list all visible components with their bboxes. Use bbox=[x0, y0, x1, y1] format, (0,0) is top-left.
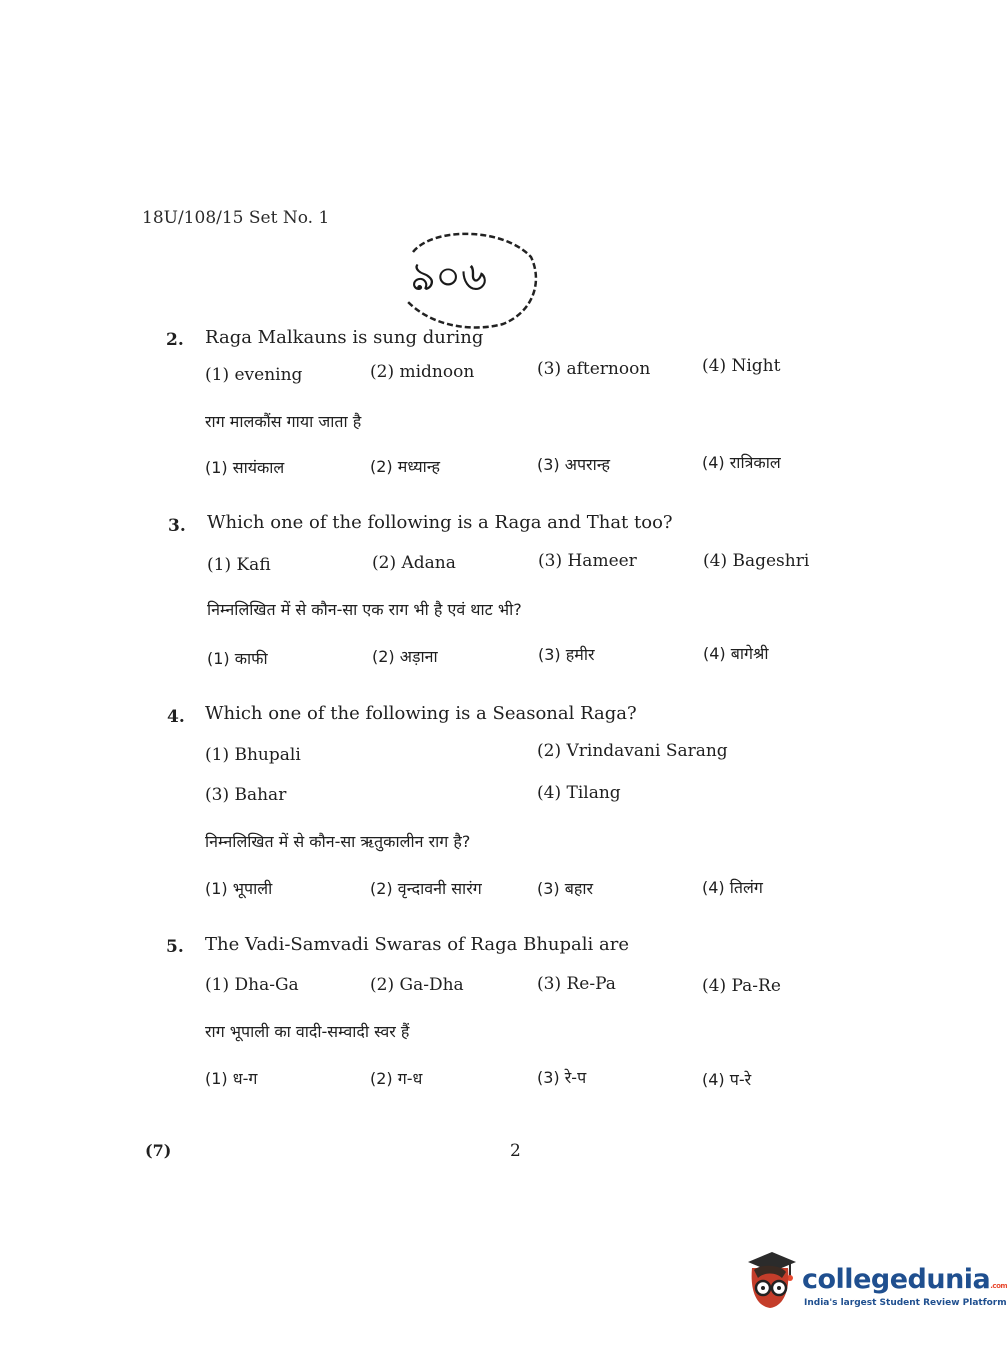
option-hindi: (3) बहार bbox=[537, 879, 594, 898]
page-number: 2 bbox=[510, 1141, 521, 1161]
brand-tagline: India's largest Student Review Platform bbox=[804, 1298, 1007, 1308]
question-text: Raga Malkauns is sung during bbox=[205, 327, 484, 348]
option-hindi: (4) बागेश्री bbox=[703, 644, 769, 663]
stamp-text: ঌ০৬ bbox=[411, 254, 488, 300]
option-hindi: (4) प-रे bbox=[702, 1070, 752, 1089]
handwritten-stamp bbox=[393, 222, 543, 332]
option: (1) evening bbox=[205, 365, 303, 385]
collegedunia-logo[interactable] bbox=[742, 1250, 1007, 1320]
option-hindi: (4) रात्रिकाल bbox=[702, 453, 781, 472]
mascot-icon bbox=[742, 1250, 800, 1312]
question-number: 3. bbox=[168, 516, 186, 536]
option-hindi: (3) हमीर bbox=[538, 645, 595, 664]
option-hindi: (1) ध-ग bbox=[205, 1069, 258, 1088]
option: (2) midnoon bbox=[370, 362, 475, 382]
option-hindi: (3) अपरान्ह bbox=[537, 455, 611, 474]
option: (4) Tilang bbox=[537, 783, 621, 803]
option: (3) Hameer bbox=[538, 551, 637, 571]
option: (1) Kafi bbox=[207, 555, 271, 575]
option-hindi: (3) रे-प bbox=[537, 1068, 587, 1087]
brand-suffix: .com bbox=[990, 1282, 1007, 1290]
question-text-hindi: राग मालकौंस गाया जाता है bbox=[205, 412, 362, 431]
question-number: 4. bbox=[167, 707, 185, 727]
option: (2) Adana bbox=[372, 553, 456, 573]
option-hindi: (1) काफी bbox=[207, 649, 268, 668]
question-text: Which one of the following is a Raga and That too? bbox=[207, 512, 673, 533]
question-text-hindi: निम्नलिखित में से कौन-सा एक राग भी है एवं थाट भी? bbox=[207, 600, 522, 619]
question-number: 2. bbox=[166, 330, 184, 350]
paper-code: 18U/108/15 Set No. 1 bbox=[142, 208, 330, 228]
option-hindi: (2) मध्यान्ह bbox=[370, 457, 441, 476]
brand-name: collegedunia bbox=[802, 1264, 991, 1295]
footer-mark: (7) bbox=[145, 1141, 172, 1160]
option: (2) Vrindavani Sarang bbox=[537, 741, 728, 761]
question-number: 5. bbox=[166, 937, 184, 957]
option: (3) afternoon bbox=[537, 359, 651, 379]
option-hindi: (1) सायंकाल bbox=[205, 458, 285, 477]
option: (4) Pa-Re bbox=[702, 976, 781, 996]
option-hindi: (2) वृन्दावनी सारंग bbox=[370, 879, 482, 898]
option: (2) Ga-Dha bbox=[370, 975, 464, 995]
option: (1) Dha-Ga bbox=[205, 975, 299, 995]
option: (3) Re-Pa bbox=[537, 974, 616, 994]
question-text: The Vadi-Samvadi Swaras of Raga Bhupali are bbox=[205, 934, 629, 955]
option: (4) Bageshri bbox=[703, 551, 810, 571]
question-text-hindi: राग भूपाली का वादी-सम्वादी स्वर हैं bbox=[205, 1022, 410, 1041]
option: (1) Bhupali bbox=[205, 745, 301, 765]
option-hindi: (2) ग-ध bbox=[370, 1069, 423, 1088]
option: (4) Night bbox=[702, 356, 781, 376]
option-hindi: (2) अड़ाना bbox=[372, 647, 438, 666]
option-hindi: (4) तिलंग bbox=[702, 878, 763, 897]
question-text-hindi: निम्नलिखित में से कौन-सा ऋतुकालीन राग है? bbox=[205, 832, 471, 851]
option-hindi: (1) भूपाली bbox=[205, 879, 273, 898]
question-text: Which one of the following is a Seasonal Raga? bbox=[205, 703, 637, 724]
option: (3) Bahar bbox=[205, 785, 287, 805]
